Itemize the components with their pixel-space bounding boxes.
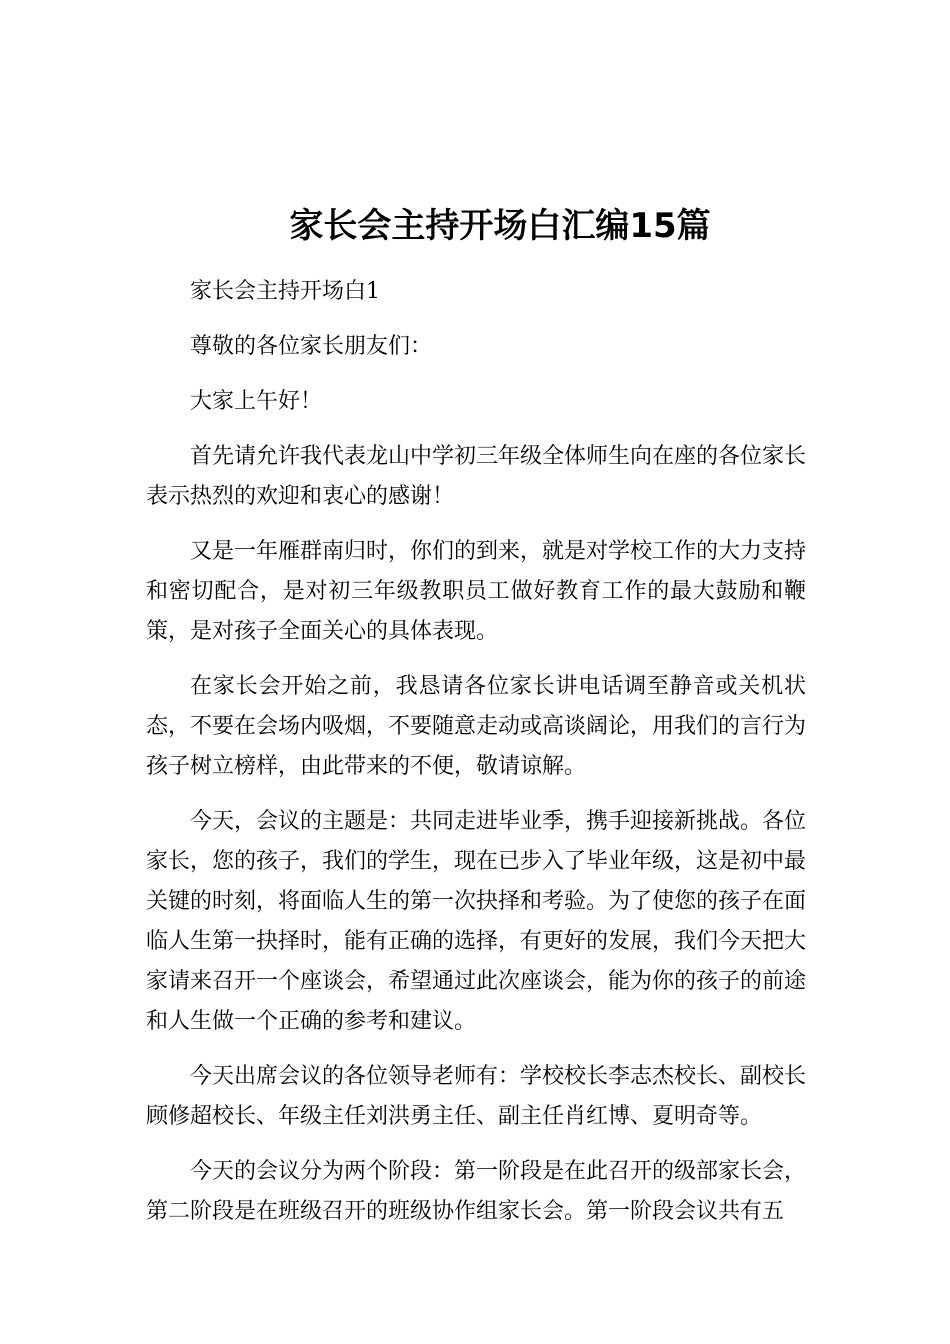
document-title: 家长会主持开场白汇编15篇 (289, 206, 711, 246)
document-body (146, 272, 806, 1247)
paragraph: 今天出席会议的各位领导老师有：学校校长李志杰校长、副校长顾修超校长、年级主任刘洪勇主任、副主任肖红博、夏明奇等。 (146, 1064, 807, 1129)
paragraph: 今天，会议的主题是：共同走进毕业季，携手迎接新挑战。各位家长，您的孩子，我们的学生，现在已步入了毕业年级，这是初中最关键的时刻，将面临人生的第一次抉择和考验。为了使您的孩子在面临人生第一抉择时，能有正确的选择，有更好的发展，我们今天把大家请来召开一个座谈会，希望通过此次座谈会，能为你的孩子的前途和人生做一个正确的参考和建议。 (146, 809, 807, 1034)
paragraph: 在家长会开始之前，我恳请各位家长讲电话调至静音或关机状态，不要在会场内吸烟，不要随意走动或高谈阔论，用我们的言行为孩子树立榜样，由此带来的不便，敬请谅解。 (146, 674, 807, 779)
paragraph: 家长会主持开场白1 (190, 279, 380, 304)
paragraph: 首先请允许我代表龙山中学初三年级全体师生向在座的各位家长表示热烈的欢迎和衷心的感谢！ (146, 444, 807, 509)
paragraph: 又是一年雁群南归时，你们的到来，就是对学校工作的大力支持和密切配合，是对初三年级教职员工做好教育工作的最大鼓励和鞭策，是对孩子全面关心的具体表现。 (146, 539, 807, 644)
paragraph: 大家上午好！ (190, 389, 323, 414)
paragraph: 今天的会议分为两个阶段：第一阶段是在此召开的级部家长会，第二阶段是在班级召开的班级协作组家长会。第一阶段会议共有五 (146, 1159, 807, 1224)
paragraph: 尊敬的各位家长朋友们： (190, 334, 433, 359)
